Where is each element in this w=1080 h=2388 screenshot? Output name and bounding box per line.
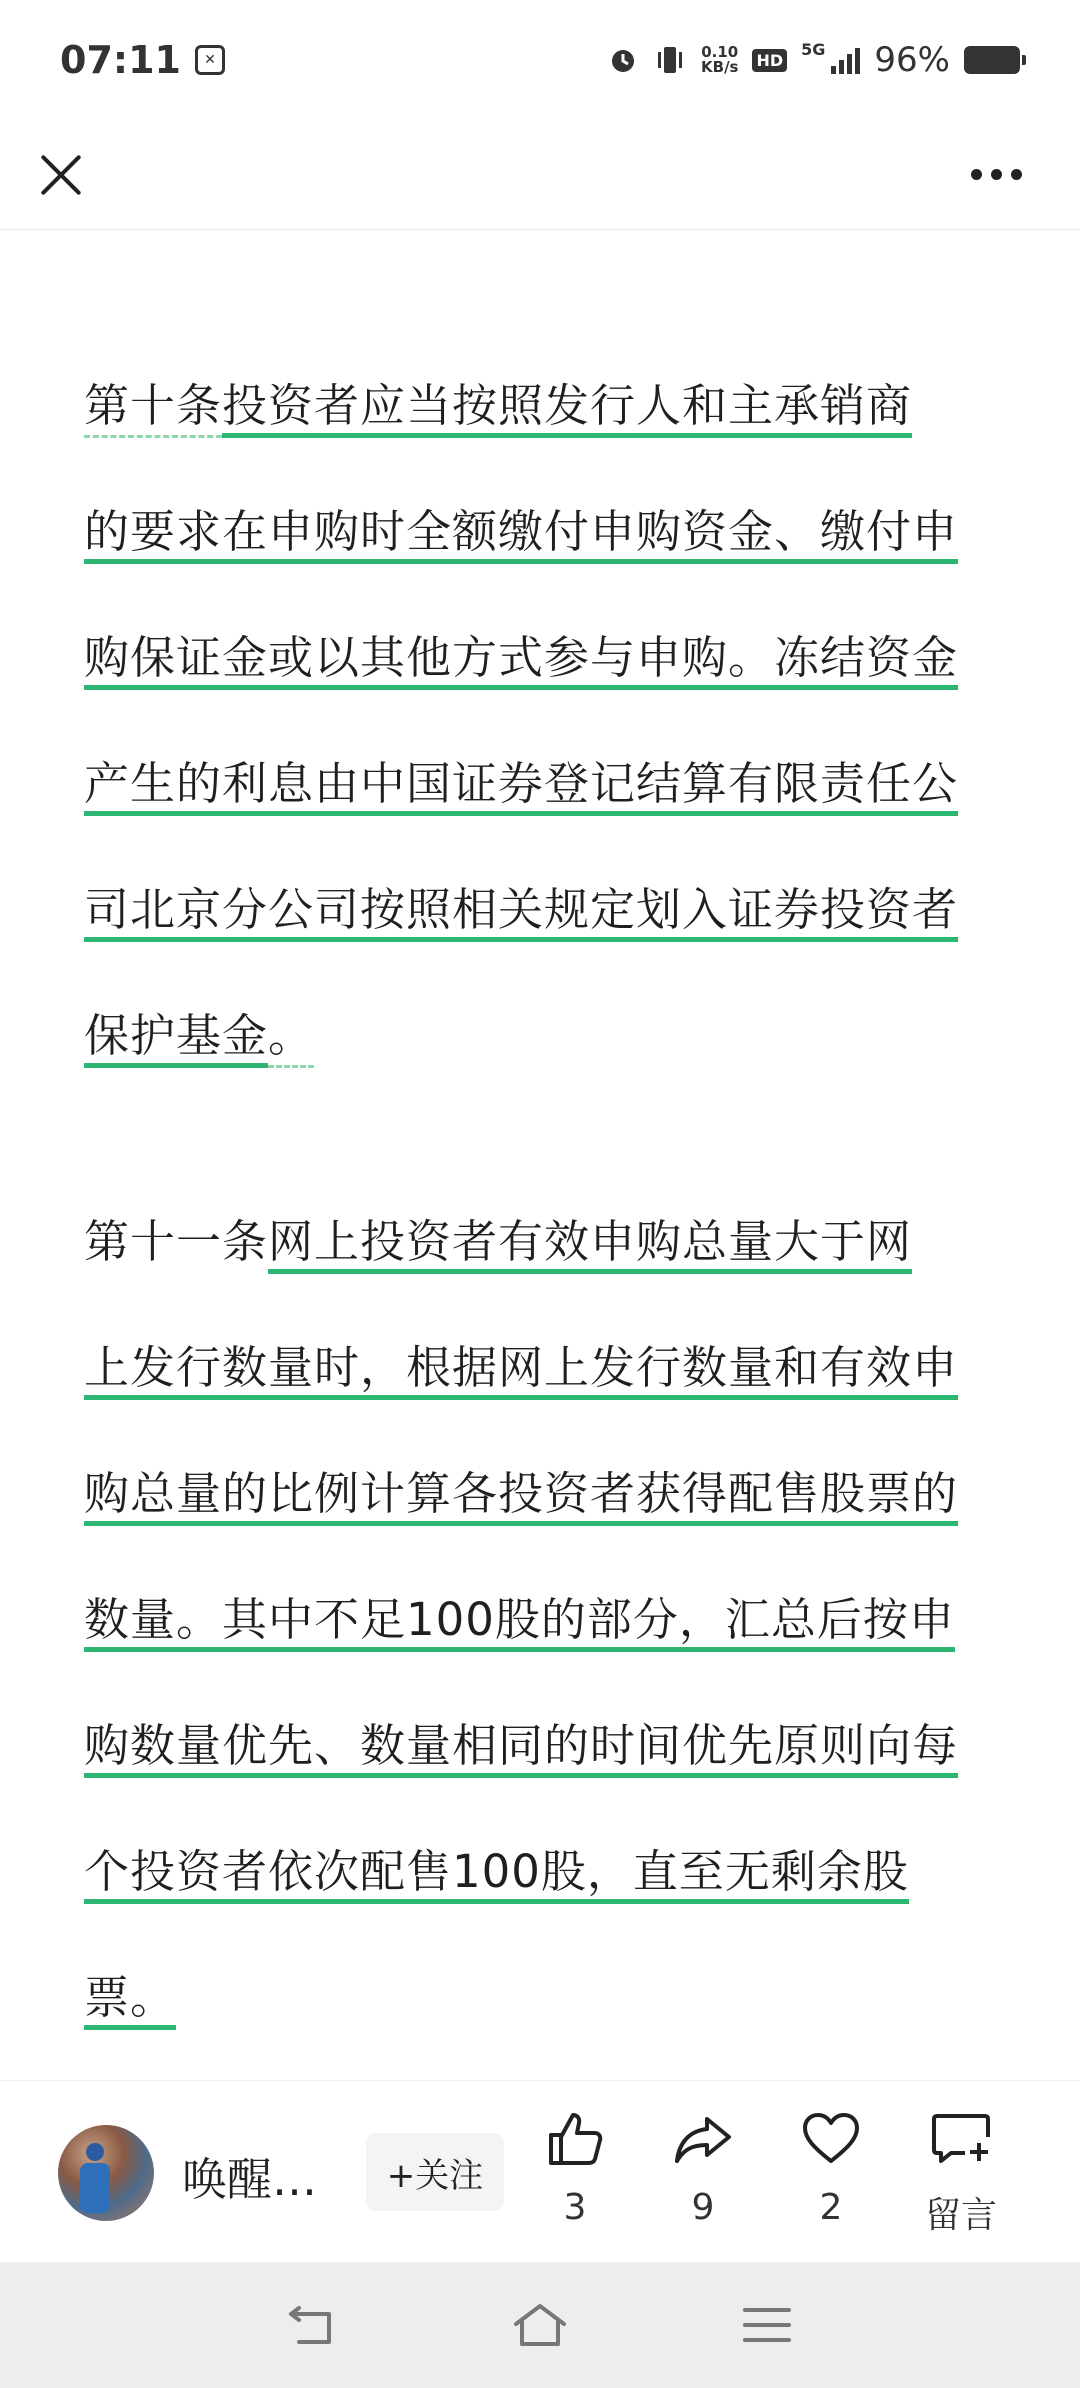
- underlined-text[interactable]: 数量。其中不足100股的部分，汇总后按申: [84, 1590, 955, 1652]
- comment-label: 留言: [924, 2195, 997, 2236]
- underlined-text[interactable]: 购数量优先、数量相同的时间优先原则向每: [84, 1716, 958, 1778]
- underlined-text[interactable]: 票。: [84, 1968, 176, 2030]
- menu-icon: [739, 2300, 795, 2350]
- article-line: [84, 1212, 996, 1340]
- underlined-text[interactable]: 网上投资者有效申购总量大于网: [268, 1212, 912, 1274]
- article-line: [84, 1716, 996, 1844]
- favorite-count: 2: [819, 2187, 843, 2228]
- network-speed-unit: KB/s: [701, 58, 739, 76]
- share-count: 9: [691, 2187, 715, 2228]
- network-type: 5G: [801, 40, 826, 59]
- status-bar: [0, 0, 1080, 120]
- article-line: [84, 1338, 996, 1466]
- home-icon: [512, 2300, 568, 2350]
- article-line: [84, 754, 996, 882]
- share-button[interactable]: [648, 2107, 758, 2247]
- notification-icon: ✕: [195, 45, 225, 75]
- signal-icon: [831, 46, 860, 74]
- top-bar: [0, 120, 1080, 230]
- article-line: [84, 1464, 996, 1592]
- network-speed: [701, 45, 738, 75]
- like-count: 3: [563, 2187, 587, 2228]
- article-line: [84, 1968, 996, 2080]
- vibrate-icon: [653, 44, 687, 76]
- underlined-text[interactable]: 上发行数量时，根据网上发行数量和有效申: [84, 1338, 958, 1400]
- author-name[interactable]: 唤醒…: [182, 2153, 318, 2206]
- article-line: [84, 880, 996, 1008]
- underlined-text[interactable]: 购总量的比例计算各投资者获得配售股票的: [84, 1464, 958, 1526]
- status-right: [607, 40, 1020, 80]
- comment-button[interactable]: [906, 2107, 1016, 2247]
- more-icon[interactable]: [961, 159, 1032, 190]
- article-line: [84, 502, 996, 630]
- article-text: 第十一条: [84, 1215, 269, 1268]
- article-line: [84, 1006, 996, 1134]
- status-left: [60, 38, 225, 82]
- article-content: [0, 180, 1080, 2080]
- underlined-text[interactable]: 保护基金: [84, 1006, 268, 1068]
- comment-icon: [929, 2107, 993, 2171]
- article-text: 。: [268, 1006, 314, 1068]
- underlined-text[interactable]: 个投资者依次配售100股，直至无剩余股: [84, 1842, 909, 1904]
- underlined-text[interactable]: 的要求在申购时全额缴付申购资金、缴付申: [84, 502, 958, 564]
- follow-button[interactable]: +关注: [366, 2133, 504, 2211]
- status-time: 07:11: [60, 38, 181, 82]
- like-button[interactable]: [520, 2107, 630, 2247]
- underlined-text[interactable]: 购保证金或以其他方式参与申购。冻结资金: [84, 628, 958, 690]
- menu-button[interactable]: [727, 2290, 807, 2360]
- underlined-text[interactable]: 司北京分公司按照相关规定划入证券投资者: [84, 880, 958, 942]
- underlined-text[interactable]: 产生的利息由中国证券登记结算有限责任公: [84, 754, 958, 816]
- back-button[interactable]: [273, 2290, 353, 2360]
- system-nav-bar: [0, 2262, 1080, 2388]
- network-speed-value: 0.10: [701, 43, 739, 61]
- favorite-button[interactable]: [776, 2107, 886, 2247]
- hd-badge: HD: [752, 49, 787, 72]
- share-icon: [671, 2107, 735, 2171]
- thumbs-up-icon: [543, 2107, 607, 2171]
- back-icon: [285, 2300, 341, 2350]
- article-line: [84, 628, 996, 756]
- battery-icon: [964, 46, 1020, 74]
- heart-icon: [799, 2107, 863, 2171]
- article-line: [84, 1590, 996, 1718]
- article-line: [84, 376, 996, 504]
- alarm-icon: [607, 44, 639, 76]
- article-line: [84, 1842, 996, 1970]
- battery-percent: 96%: [874, 40, 950, 80]
- close-icon[interactable]: [38, 152, 84, 198]
- underlined-text[interactable]: 投资者应当按照发行人和主承销商: [222, 376, 912, 438]
- action-bar: [0, 2080, 1080, 2262]
- article-text: 第十条: [84, 376, 222, 438]
- avatar[interactable]: [58, 2125, 154, 2221]
- home-button[interactable]: [500, 2290, 580, 2360]
